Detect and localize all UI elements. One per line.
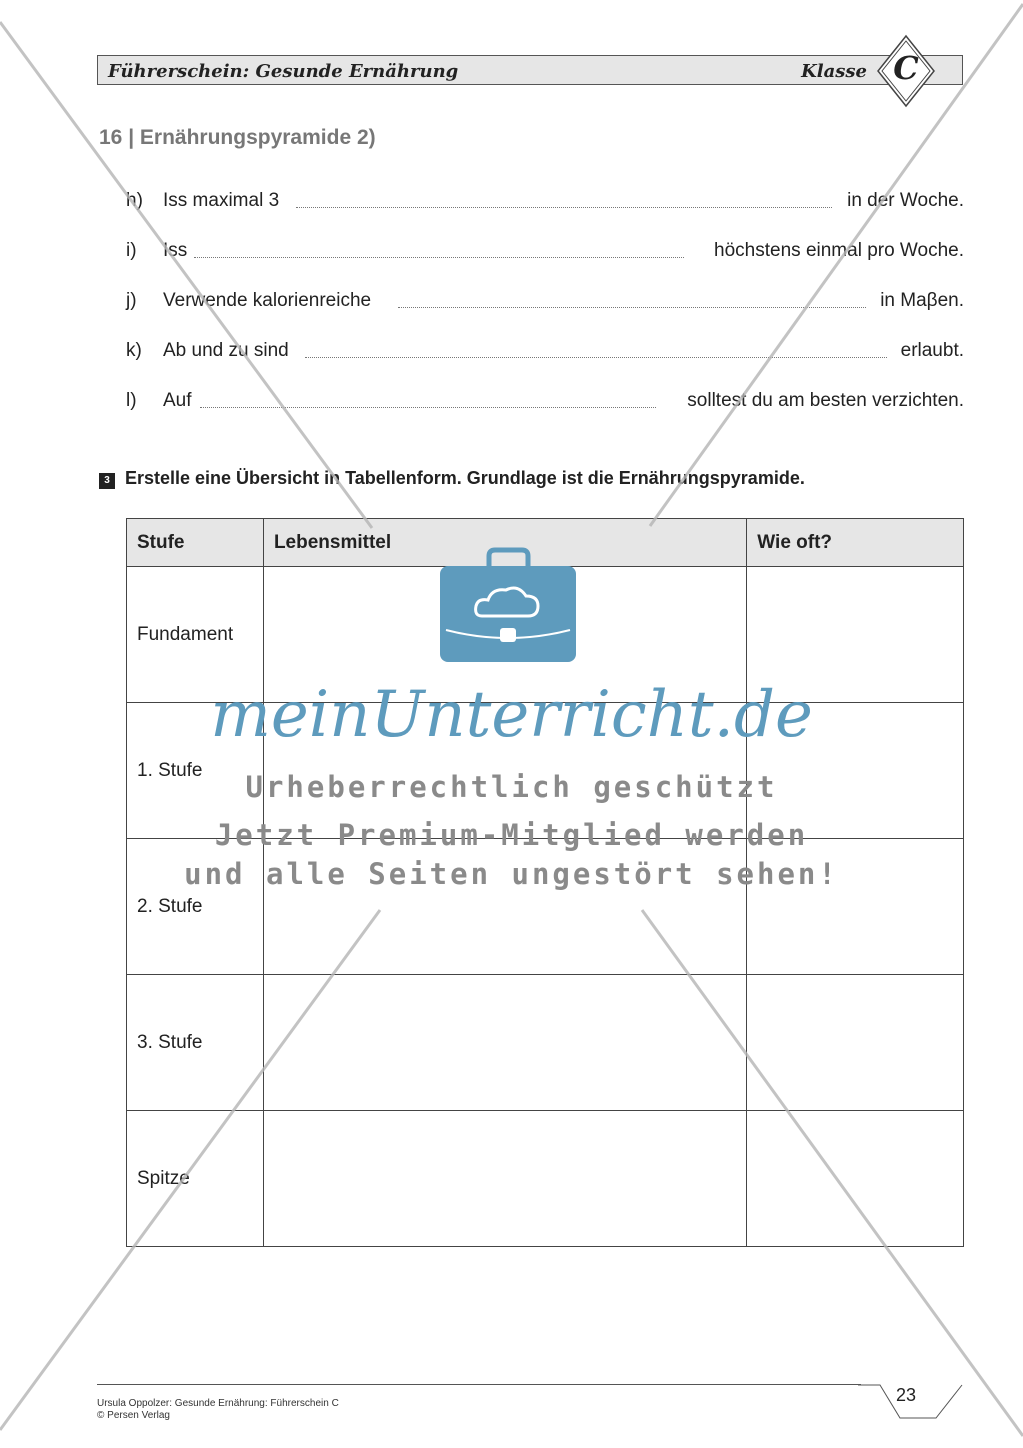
- klasse-letter: C: [893, 49, 919, 87]
- row-after-text: erlaubt.: [900, 340, 964, 361]
- row-before-text: Ab und zu sind: [163, 340, 289, 361]
- row-before-text: Iss: [163, 240, 188, 261]
- row-label: Spitze: [127, 1111, 264, 1247]
- column-header-wie-oft: Wie oft?: [747, 519, 964, 567]
- row-before-text: Verwende kalorienreiche: [163, 290, 372, 311]
- row-letter: i): [126, 240, 137, 261]
- briefcase-cloud-icon: [440, 550, 576, 662]
- row-letter: j): [126, 290, 137, 311]
- row-label: 3. Stufe: [127, 975, 264, 1111]
- row-letter: h): [126, 190, 143, 211]
- row-after-text: höchstens einmal pro Woche.: [714, 240, 964, 261]
- row-before-text: Iss maximal 3: [163, 190, 280, 211]
- page-number: 23: [895, 1385, 917, 1405]
- header-klasse-label: Klasse: [801, 61, 867, 82]
- row-label: 1. Stufe: [127, 703, 264, 839]
- watermark-copyright: Urheberrechtlich geschützt: [245, 770, 778, 804]
- task-number-badge: 3: [99, 473, 115, 489]
- row-after-text: in Maβen.: [880, 290, 964, 311]
- footer-author: Ursula Oppolzer: Gesunde Ernährung: Führerschein C: [97, 1398, 339, 1409]
- row-letter: k): [126, 340, 142, 361]
- watermark-premium: Jetzt Premium-Mitglied werden: [214, 818, 809, 852]
- watermark-premium-2: und alle Seiten ungestört sehen!: [184, 857, 839, 891]
- row-label: 2. Stufe: [127, 839, 264, 975]
- footer-publisher: © Persen Verlag: [97, 1410, 170, 1421]
- column-header-lebensmittel: Lebensmittel: [263, 519, 746, 567]
- row-after-text: solltest du am besten verzichten.: [687, 390, 964, 411]
- task-text: Erstelle eine Übersicht in Tabellenform. Grundlage ist die Ernährungspyramide.: [125, 468, 805, 488]
- row-after-text: in der Woche.: [847, 190, 964, 211]
- row-letter: l): [126, 390, 137, 411]
- row-label: Fundament: [127, 567, 264, 703]
- column-header-stufe: Stufe: [127, 519, 264, 567]
- section-title: 16 | Ernährungspyramide 2): [99, 126, 376, 149]
- header-title: Führerschein: Gesunde Ernährung: [108, 61, 459, 82]
- row-before-text: Auf: [163, 390, 192, 411]
- watermark-brand: meinUnterricht.de: [210, 678, 813, 752]
